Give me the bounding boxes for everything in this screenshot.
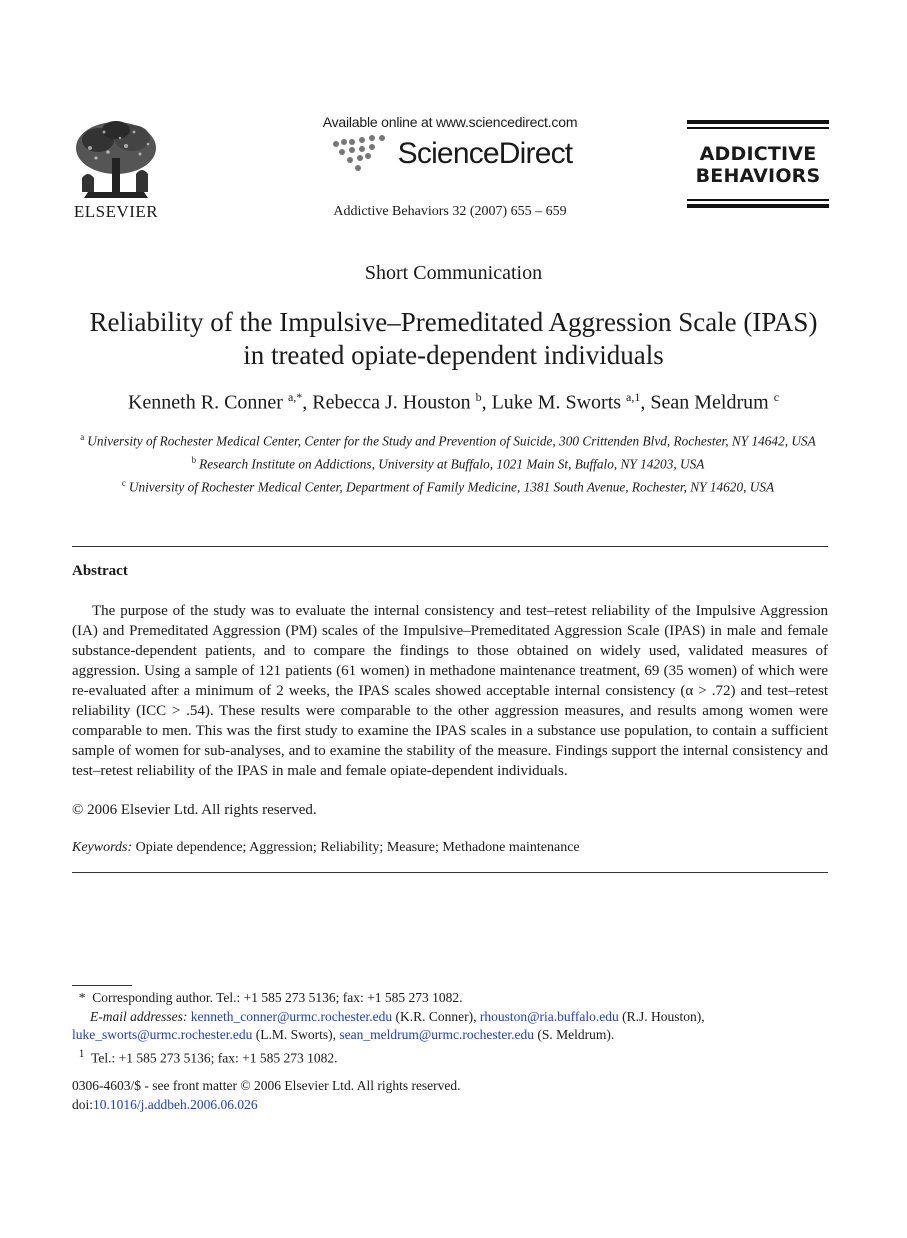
masthead-rule-top-thin <box>687 127 829 129</box>
footnote-text: Corresponding author. Tel.: +1 585 273 5136; fax: +1 585 273 1082. <box>92 990 463 1005</box>
keywords-list: Opiate dependence; Aggression; Reliability; Measure; Methadone maintenance <box>135 840 580 855</box>
doi-link[interactable]: 10.1016/j.addbeh.2006.06.026 <box>93 1096 258 1112</box>
author-name: Rebecca J. Houston <box>312 391 471 414</box>
sciencedirect-brand <box>260 134 640 174</box>
journal-title <box>687 143 829 187</box>
affiliation-item <box>72 451 824 474</box>
author-name: Luke M. Sworts <box>491 391 622 414</box>
elsevier-logo <box>68 118 164 222</box>
footnote-text: Tel.: +1 585 273 5136; fax: +1 585 273 1082. <box>91 1050 338 1065</box>
author-affiliation-mark: a,1 <box>626 390 641 404</box>
available-online-text: Available online at www.sciencedirect.com <box>322 114 578 130</box>
affiliation-item <box>72 474 824 497</box>
abstract-body <box>72 601 828 781</box>
doi-label: doi: <box>72 1096 94 1112</box>
article-title-line2: in treated opiate-dependent individuals <box>243 340 664 370</box>
affiliation-text: University of Rochester Medical Center, Center for the Study and Prevention of Suicide, 300 Crittenden Blvd, Rochester, NY 14642, USA <box>87 433 816 449</box>
doi-line <box>72 1096 461 1115</box>
keywords <box>72 840 580 856</box>
affiliation-text: University of Rochester Medical Center, Department of Family Medicine, 1381 South Avenue, Rochester, NY 14620, USA <box>128 479 775 495</box>
sciencedirect-dots-icon <box>328 134 392 174</box>
affiliation-text: Research Institute on Addictions, University at Buffalo, 1021 Main St, Buffalo, NY 14203, USA <box>199 456 705 472</box>
abstract-paragraph: The purpose of the study was to evaluate the internal consistency and test–retest reliability of the Impulsive Aggression (IA) and Premeditated Aggression (PM) scales of the Impulsive–Premeditated Aggression Scale (IPAS) in male and female substance-dependent patients, and to compare the findings to those obtained on widely used, validated measures of aggression. Using a sample of 121 patients (61 women) in methadone maintenance treatment, 69 (35 women) of which were re-evaluated after a minimum of 2 weeks, the IPAS scales showed acceptable internal consistency (α > .72) and test–retest reliability (ICC > .54). These results were comparable to the other aggression measures, and results among women were comparable to men. This was the first study to examine the IPAS scales in a substance use population, to contain a sufficient sample of women for sub-analyses, and to examine the stability of the measure. Findings support the internal consistency and test–retest reliability of the IPAS in male and female opiate-dependent individuals. <box>72 603 828 779</box>
article-title-line1: Reliability of the Impulsive–Premeditated Aggression Scale (IPAS) <box>89 307 818 337</box>
keywords-label: Keywords: <box>72 840 133 855</box>
elsevier-tree-icon <box>68 118 164 200</box>
divider-bottom <box>72 872 828 873</box>
affiliation-mark: c <box>121 477 126 488</box>
email-link[interactable]: luke_sworts@urmc.rochester.edu <box>72 1027 253 1042</box>
footnote-emails: E-mail addresses: kenneth_conner@urmc.rochester.edu (K.R. Conner), rhouston@ria.buffalo.edu (R.J. Houston), luke_sworts@urmc.rochester.edu (L.M. Sworts), sean_meldrum@urmc.rochester.edu (S. Meldrum). <box>72 1008 705 1042</box>
journal-masthead <box>687 120 829 208</box>
email-link[interactable]: sean_meldrum@urmc.rochester.edu <box>339 1027 535 1042</box>
author-affiliation-mark: b <box>475 390 482 404</box>
email-link[interactable]: kenneth_conner@urmc.rochester.edu <box>190 1008 393 1024</box>
author-affiliation-mark: a,* <box>287 390 303 404</box>
author-list: Kenneth R. Conner $^{a,*}$, Rebecca J. Houston $^b$, Luke M. Sworts $^{a,1}$, Sean Meldrum $^c$ <box>127 390 780 414</box>
author-name: Sean Meldrum <box>650 391 769 414</box>
footnote-1 <box>72 1045 828 1068</box>
footnote-corresponding <box>72 989 828 1008</box>
masthead-rule-bottom-thin <box>687 199 829 201</box>
sciencedirect-block <box>260 114 640 174</box>
affiliation-item <box>72 428 824 451</box>
affiliation-mark: b <box>191 454 197 465</box>
author-affiliation-mark: c <box>773 390 780 404</box>
divider-top <box>72 546 828 547</box>
article-title <box>40 306 867 372</box>
affiliations <box>72 428 824 497</box>
email-link[interactable]: rhouston@ria.buffalo.edu <box>479 1008 619 1024</box>
author-name: Kenneth R. Conner <box>127 391 283 414</box>
footnotes <box>72 989 828 1068</box>
journal-title-line1: ADDICTIVE <box>699 143 817 165</box>
journal-reference: Addictive Behaviors 32 (2007) 655 – 659 <box>333 204 567 219</box>
abstract-copyright: © 2006 Elsevier Ltd. All rights reserved. <box>72 802 317 818</box>
publisher-name: ELSEVIER <box>73 202 159 221</box>
journal-title-line2: BEHAVIORS <box>695 165 821 187</box>
email-label: E-mail addresses: <box>90 1008 188 1024</box>
abstract-heading: Abstract <box>72 563 128 579</box>
sciencedirect-wordmark: ScienceDirect <box>397 137 573 170</box>
footnote-rule <box>72 985 132 986</box>
affiliation-mark: a <box>80 432 85 442</box>
masthead-rule-top <box>687 120 829 124</box>
footnote-mark: 1 <box>78 1047 85 1060</box>
masthead-rule-bottom <box>687 204 829 208</box>
section-type: Short Communication <box>364 262 543 284</box>
issn-line: 0306-4603/$ - see front matter © 2006 Elsevier Ltd. All rights reserved. <box>72 1078 461 1093</box>
front-matter <box>72 1077 461 1114</box>
footnote-mark: * <box>78 990 86 1005</box>
